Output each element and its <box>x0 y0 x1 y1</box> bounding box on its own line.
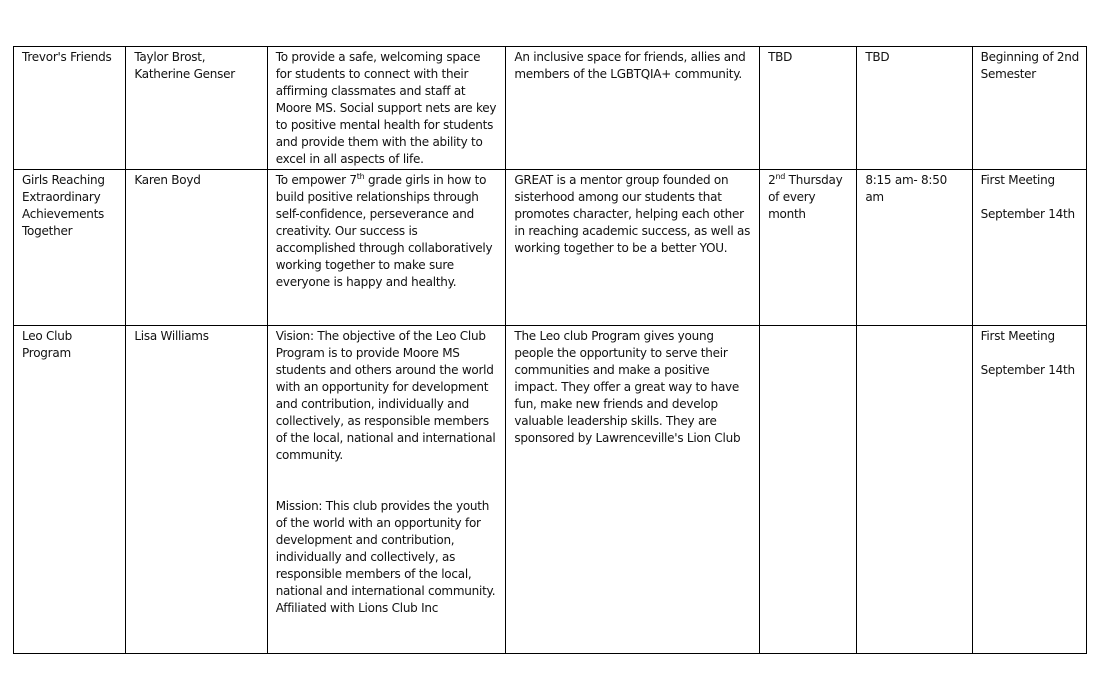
start-label: First Meeting <box>980 173 1055 187</box>
club-name-cell <box>14 47 126 170</box>
sponsor-name: Lisa Williams <box>134 329 209 343</box>
meeting-day-cell <box>760 170 857 326</box>
description-text: GREAT is a mentor group founded on sisterhood among our students that promotes character, helping each other in reaching academic success, as well as working together to be a better YOU. <box>514 173 751 255</box>
start-cell <box>972 326 1086 654</box>
table-row-trevors-friends <box>14 47 1087 170</box>
description-cell <box>506 170 760 326</box>
description-cell <box>506 326 760 654</box>
vision-text: Vision: The objective of the Leo Club Program is to provide Moore MS students and others around the world with an opportunity for development and contribution, individually and collectively, as responsible members of the local, national and international community. <box>275 329 496 462</box>
purpose-cell <box>267 47 506 170</box>
ordinal-suffix: nd <box>775 172 786 181</box>
meeting-day: TBD <box>768 50 793 64</box>
purpose-text: grade girls in how to build positive relationships through self-confidence, perseverance and creativity. Our success is accomplished through collaboratively working together to make sure everyone is happy and healthy. <box>275 173 493 289</box>
meeting-day-cell <box>760 47 857 170</box>
meeting-day: Thursday of every month <box>768 173 843 221</box>
meeting-time-cell <box>857 47 972 170</box>
start-text: Beginning of 2nd Semester <box>980 50 1080 81</box>
meeting-time: TBD <box>865 50 890 64</box>
sponsor-name: Taylor Brost, <box>134 50 206 64</box>
club-name: Trevor's Friends <box>22 50 112 64</box>
meeting-time-cell <box>857 170 972 326</box>
description-text: An inclusive space for friends, allies and members of the LGBTQIA+ community. <box>514 50 746 81</box>
sponsor-cell <box>126 47 267 170</box>
sponsor-cell <box>126 170 267 326</box>
ordinal-suffix: th <box>356 172 365 181</box>
club-name-cell <box>14 326 126 654</box>
purpose-cell <box>267 326 506 654</box>
clubs-table <box>13 46 1087 654</box>
sponsor-name: Karen Boyd <box>134 173 201 187</box>
description-text: The Leo club Program gives young people the opportunity to serve their communities and make a positive impact. They offer a great way to have fun, make new friends and develop valuable leadership skills. They are sponsored by Lawrenceville's Lion Club <box>514 329 741 445</box>
club-name-cell <box>14 170 126 326</box>
club-name-line: Achievements <box>22 207 105 221</box>
table-row-great <box>14 170 1087 326</box>
meeting-time: 8:15 am- 8:50 am <box>865 173 947 204</box>
purpose-text: To provide a safe, welcoming space for students to connect with their affirming classmates and staff at Moore MS. Social support nets are key to positive mental health for students and provide them with the ability to excel in all aspects of life. <box>275 50 497 166</box>
club-name-line: Together <box>22 224 73 238</box>
mission-text: Mission: This club provides the youth of the world with an opportunity for development and contribution, individually and collectively, as responsible members of the local, national and international community. Affiliated with Lions Club Inc <box>275 499 496 615</box>
description-cell <box>506 47 760 170</box>
meeting-day-cell <box>760 326 857 654</box>
meeting-time-cell <box>857 326 972 654</box>
start-date: September 14th <box>980 207 1075 221</box>
sponsor-name: Katherine Genser <box>134 67 235 81</box>
club-name: Leo Club Program <box>22 329 72 360</box>
table-row-leo-club <box>14 326 1087 654</box>
start-cell <box>972 170 1086 326</box>
club-name-line: Extraordinary <box>22 190 101 204</box>
meeting-day: 2 <box>768 173 776 187</box>
start-date: September 14th <box>980 363 1075 377</box>
sponsor-cell <box>126 326 267 654</box>
start-label: First Meeting <box>980 329 1055 343</box>
purpose-cell <box>267 170 506 326</box>
start-cell <box>972 47 1086 170</box>
purpose-text: To empower 7 <box>275 173 357 187</box>
club-name-line: Girls Reaching <box>22 173 105 187</box>
